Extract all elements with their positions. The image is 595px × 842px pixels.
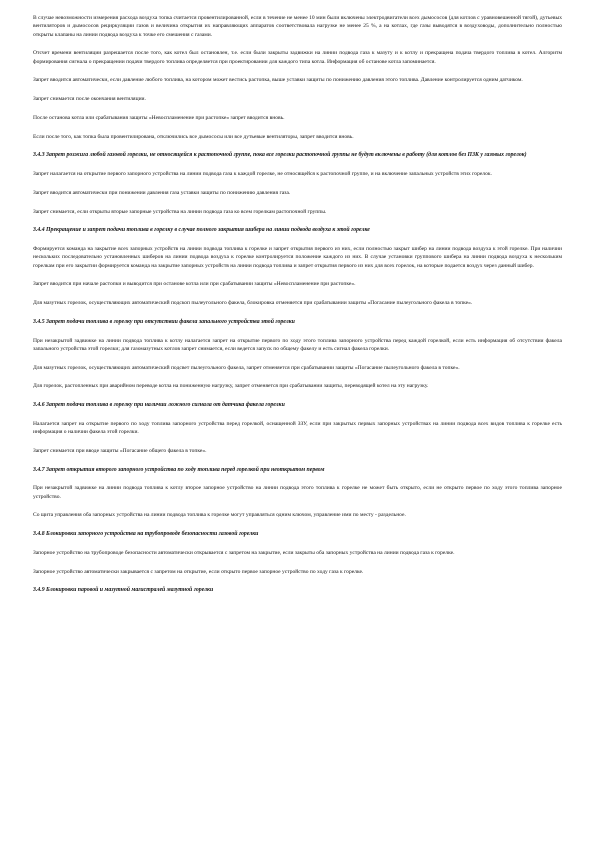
paragraph: Отсчет времени вентиляции разрешается после того, как котел был остановлен, т.е. если были закрыты задвижки на линии подвода газа к мазуту и к котлу и прекращена подача твердого топлива в котел. Алгоритм формирования сигнала о прекращении подачи твердого топлива определяется при проектировании для каждого типа котла. Информация об останове котла запоминается.: [33, 50, 562, 65]
section-heading-block: [33, 466, 562, 474]
paragraph-block: [33, 299, 562, 307]
paragraph: Запрет снимается, если открыты вторые запорные устройства на линии подвода газа ко всем горелкам растопочной группы.: [33, 208, 327, 215]
paragraph: Если после того, как топка была провентилирована, отключились все дымососы или все дутьевые вентиляторы, запрет вводится вновь.: [33, 133, 354, 140]
paragraph-block: [33, 189, 562, 197]
paragraph: Со щита управления оба запорных устройства на линии подвода топлива к горелке могут управляться одним ключом, управление ими по месту - раздельное.: [33, 512, 406, 519]
paragraph-block: [33, 511, 562, 519]
paragraph: В случае невозможности измерения расхода воздуха топка считается провентилированной, если в течение не менее 10 мин были включены электродвигатели всех дымососов (для котлов с уравновешенной тягой), дутьевых вентиляторов и дымососов рециркуляции газов и величина открытия их направляющих аппаратов соответствовала нагрузке не менее 25 %, а на котлах, где газы выводятся в воздуховоды, дополнительно полностью открыты клапаны на линии подвода воздуха к точке его смешения с газами.: [33, 15, 562, 38]
paragraph-block: [33, 133, 562, 141]
paragraph: Запрет вводится автоматически при понижении давления газа уставки защиты по понижению давления газа.: [33, 189, 291, 196]
paragraph-block: [33, 245, 562, 270]
paragraph-block: [33, 114, 562, 122]
section-heading-block: [33, 151, 562, 159]
paragraph: Для горелок, растопленных при аварийном переводе котла на пониженную нагрузку, запрет отменяется при срабатывании защиты, переводящей котел на эту нагрузку.: [33, 383, 429, 390]
paragraph-block: [33, 420, 562, 437]
paragraph-block: [33, 280, 562, 288]
paragraph: Запрет вводится автоматически, если давление любого топлива, на котором может вестись растопка, выше уставки защиты по понижению давления этого топлива. Давление контролируется одним датчиком.: [33, 77, 523, 84]
section-heading: 3.4.8 Блокировки запорного устройства на трубопроводе безопасности газовой горелки: [33, 531, 259, 537]
paragraph: После останова котла или срабатывания защиты «Невоспламенение при растопке» запрет вводится вновь.: [33, 114, 285, 121]
paragraph-block: [33, 208, 562, 216]
paragraph: Запрет снимается при вводе защиты «Погасание общего факела в топке».: [33, 447, 207, 454]
paragraph: При незакрытой задвижке на линии подвода топлива к котлу налагается запрет на открытие первого по ходу этого топлива запорного устройства перед каждой горелкой, если есть информация об отсутствии факела запального устройства этой горелки; для газомазутных котлов запрет снимается, если ведется запуск по общему факелу и есть сигнал факела горелки.: [33, 337, 562, 352]
paragraph: Запрет снимается после окончания вентиляции.: [33, 96, 146, 102]
paragraph-block: [33, 337, 562, 354]
paragraph: При незакрытой задвижке на линии подвода топлива к котлу второе запорное устройство на линии подвода этого топлива к горелке не может быть открыто, если не открыто первое по ходу этого топлива запорное устройство.: [33, 485, 562, 500]
section-heading-block: [33, 586, 562, 594]
section-heading: 3.4.6 Запрет подачи топлива в горелку при наличии ложного сигнала от датчика факела горелки: [33, 402, 285, 408]
paragraph: Запорное устройство на трубопроводе безопасности автоматически открывается с запретом на закрытие, если закрыты оба запорных устройства на линии подвода газа к горелке.: [33, 549, 455, 556]
paragraph-block: [33, 447, 562, 455]
section-heading: 3.4.4 Прекращение и запрет подачи топлива в горелку в случае полного закрытия шибера на линии подвода воздуха к этой горелке: [33, 227, 370, 234]
paragraph: Налагается запрет на открытие первого по ходу топлива запорного устройства перед горелкой, оснащенной ЗЗУ, если при закрытых первых запорных устройствах на линии подвода всех видов топлива к горелке есть информация о наличии факела этой горелки.: [33, 420, 562, 435]
paragraph: Запорное устройство автоматически закрывается с запретом на открытие, если открыто первое запорное устройство по ходу газа к горелке.: [33, 568, 364, 575]
paragraph: Запрет налагается на открытие первого запорного устройства на линии подвода газа к каждой горелке, не относящейся к растопочной группе, и на включение запальных устройств этих горелок.: [33, 171, 492, 177]
paragraph-block: [33, 170, 562, 178]
paragraph-block: [33, 382, 562, 390]
paragraph-block: [33, 49, 562, 66]
section-heading-block: [33, 318, 562, 326]
paragraph-block: [33, 76, 562, 84]
paragraph-block: [33, 549, 562, 557]
paragraph-block: [33, 484, 562, 501]
section-heading: 3.4.5 Запрет подачи топлива в горелку при отсутствии факела запального устройства этой горелки: [33, 318, 295, 325]
section-heading-block: [33, 530, 562, 538]
section-heading-block: [33, 401, 562, 409]
section-heading-block: [33, 226, 562, 234]
paragraph-block: [33, 364, 562, 372]
paragraph-block: [33, 14, 562, 39]
paragraph-block: [33, 95, 562, 103]
paragraph: Запрет вводится при начале растопки и выводится при останове котла или при срабатывании защиты «Невоспламенение при растопке».: [33, 281, 356, 288]
section-heading: 3.4.9 Блокировки паровой и мазутной магистралей мазутной горелки: [33, 587, 214, 594]
paragraph: Для мазутных горелок, осуществляющих автоматический подскоп пылеугольного факела, блокировка отменяется при срабатывании защиты «Погасание пылеугольного факела в топке».: [33, 300, 473, 306]
paragraph-block: [33, 568, 562, 576]
paragraph: Для мазутных горелок, осуществляющих автоматический подсвет пылеугольного факела, запрет отменяется при срабатывании защиты «Погасание пылеугольного факела в топке».: [33, 364, 460, 371]
section-heading: 3.4.7 Запрет открытия второго запорного устройства по ходу топлива перед горелкой при неоткрытом первом: [33, 466, 325, 473]
section-heading: 3.4.3 Запрет розжига любой газовой горелки, не относящейся к растопочной группе, пока все горелки растопочной группы не будут включены в работу (для котлов без ПЗК у газовых горелок): [33, 152, 527, 159]
paragraph: Формируется команда на закрытие всех запорных устройств на линии подвода топлива к горелке и запрет открытия первого из них, если полностью закрыт шибер на линии подвода воздуха к этой горелке. При наличии нескольких последовательно установленных шиберов на линии подвода воздуха к горелке контролируется положение каждого из них. В случае установки группового шибера на линии подвода воздуха к нескольким горелкам при его закрытии формируется команда на закрытие запорных устройств на линии подвода топлива и запрет открытия первого из них для всех горелок, на которые подается воздух через данный шибер.: [33, 246, 562, 269]
